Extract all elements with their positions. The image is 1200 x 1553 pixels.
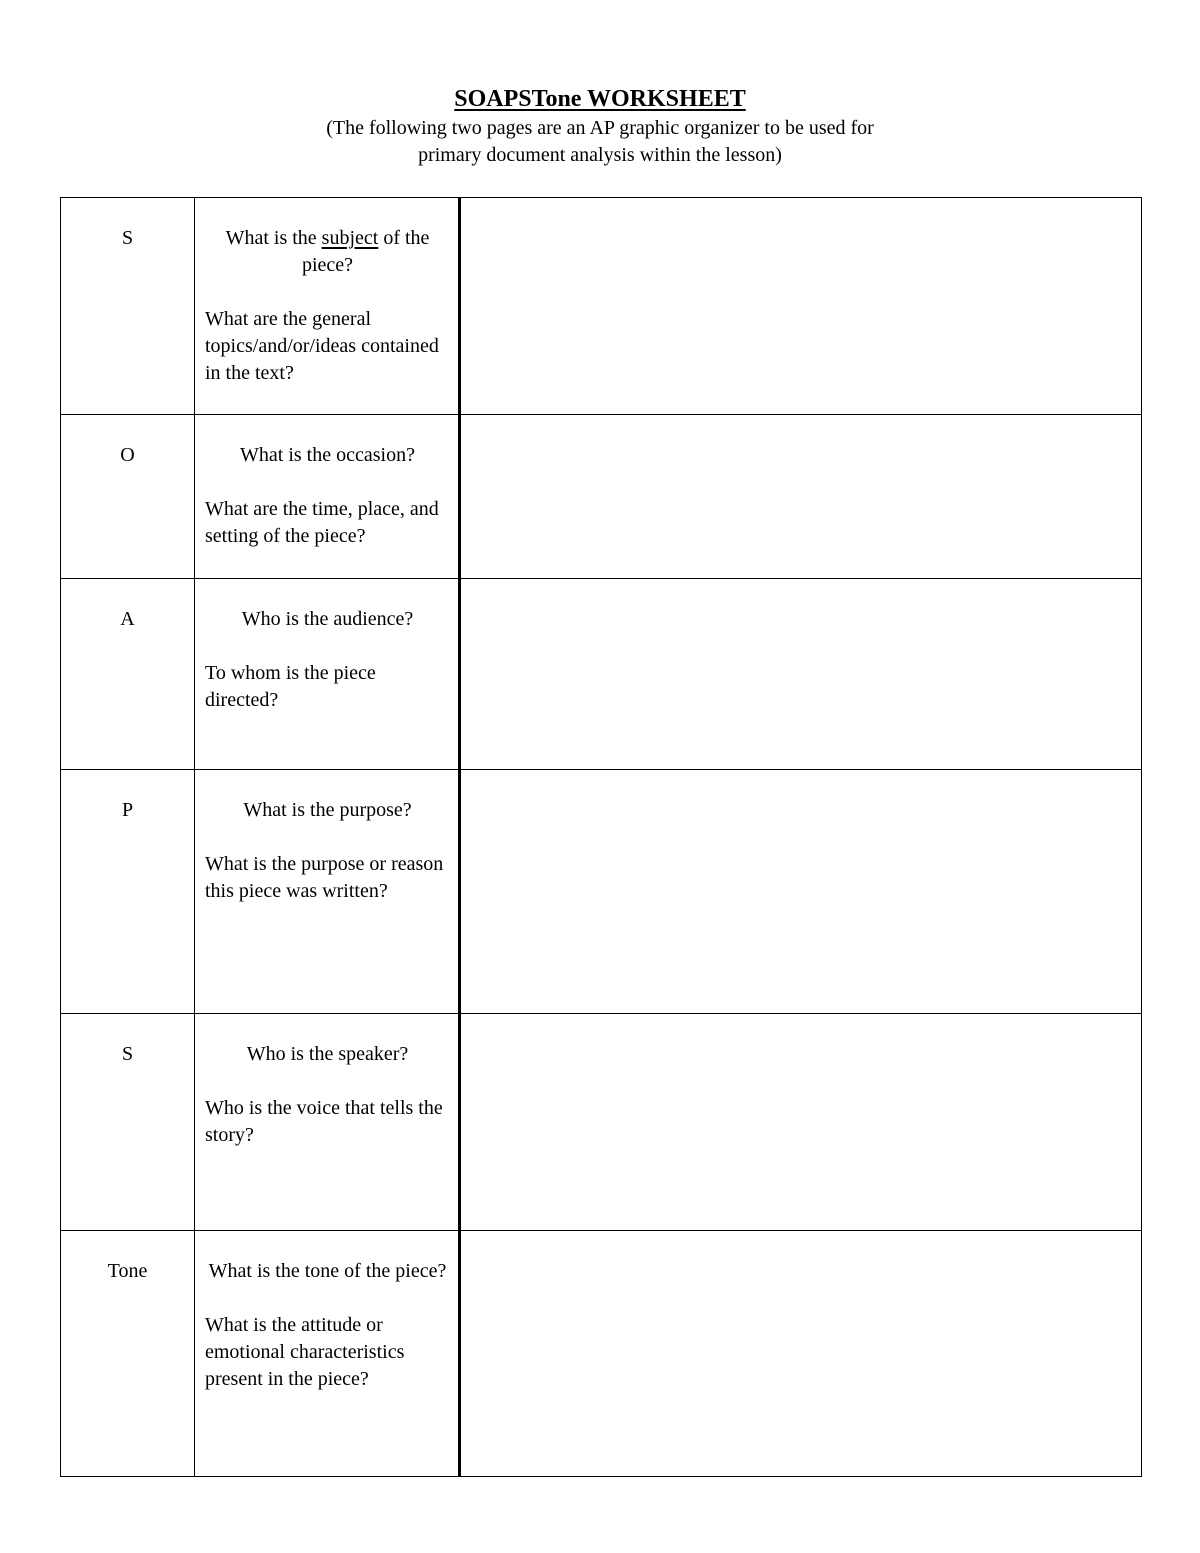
table-row-tone xyxy=(61,1231,1142,1477)
page-title: SOAPSTone WORKSHEET xyxy=(454,86,746,112)
question-text-pre: What is the xyxy=(225,227,322,249)
row-question-detail: What are the general topics/and/or/ideas contained in the text? xyxy=(205,308,439,384)
row-question xyxy=(205,225,450,279)
row-question: What is the purpose? xyxy=(243,799,412,821)
table-row-audience xyxy=(61,579,1142,770)
row-question-detail: What is the attitude or emotional characteristics present in the piece? xyxy=(205,1314,405,1390)
row-question-cell xyxy=(195,579,460,770)
row-letter: A xyxy=(61,579,195,770)
worksheet-header xyxy=(0,84,1200,169)
row-question-detail: What are the time, place, and setting of the piece? xyxy=(205,498,439,547)
row-question-detail: To whom is the piece directed? xyxy=(205,662,376,711)
question-emphasis: subject xyxy=(321,227,379,249)
table-row-purpose xyxy=(61,770,1142,1014)
question-text-post: of the piece? xyxy=(301,227,430,276)
soapstone-table xyxy=(60,197,1142,1477)
row-letter: P xyxy=(61,770,195,1014)
row-question-cell xyxy=(195,1014,460,1231)
row-question: Who is the speaker? xyxy=(246,1043,409,1065)
row-question-detail: Who is the voice that tells the story? xyxy=(205,1097,443,1146)
row-question-cell xyxy=(195,770,460,1014)
row-question: What is the occasion? xyxy=(240,444,415,466)
row-letter: O xyxy=(61,415,195,579)
row-letter: S xyxy=(61,198,195,415)
answer-cell-speaker[interactable] xyxy=(460,1014,1142,1231)
table-row-subject xyxy=(61,198,1142,415)
answer-cell-occasion[interactable] xyxy=(460,415,1142,579)
row-question-detail: What is the purpose or reason this piece was written? xyxy=(205,853,444,902)
table-row-occasion xyxy=(61,415,1142,579)
table-row-speaker xyxy=(61,1014,1142,1231)
page-subtitle xyxy=(0,115,1200,169)
answer-cell-audience[interactable] xyxy=(460,579,1142,770)
row-question: Who is the audience? xyxy=(241,608,414,630)
row-question: What is the tone of the piece? xyxy=(208,1260,447,1282)
row-question-cell xyxy=(195,415,460,579)
subtitle-line-1: (The following two pages are an AP graphic organizer to be used for xyxy=(326,117,874,139)
answer-cell-subject[interactable] xyxy=(460,198,1142,415)
row-letter: S xyxy=(61,1014,195,1231)
answer-cell-purpose[interactable] xyxy=(460,770,1142,1014)
answer-cell-tone[interactable] xyxy=(460,1231,1142,1477)
row-question-cell xyxy=(195,198,460,415)
row-question-cell xyxy=(195,1231,460,1477)
subtitle-line-2: primary document analysis within the lesson) xyxy=(418,144,782,166)
row-letter: Tone xyxy=(61,1231,195,1477)
